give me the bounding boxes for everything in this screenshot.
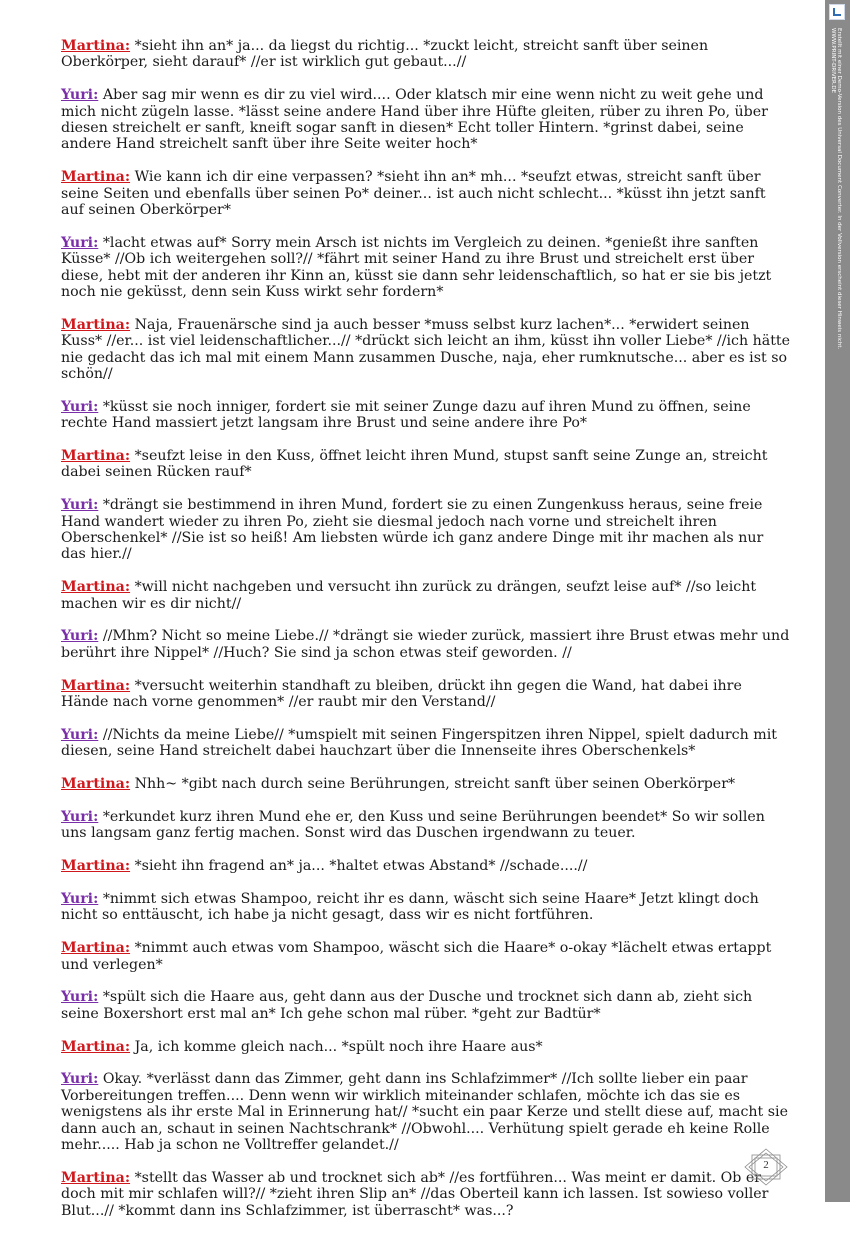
speaker-name: Yuri: xyxy=(61,890,99,907)
speaker-name: Martina: xyxy=(61,316,131,333)
dialogue-entry xyxy=(61,678,791,711)
speaker-name: Martina: xyxy=(61,677,131,694)
speaker-name: Yuri: xyxy=(61,628,99,645)
speaker-name: Yuri: xyxy=(61,808,99,825)
dialogue-line: *drängt sie bestimmend in ihren Mund, fordert sie zu einen Zungenkuss heraus, seine freie Hand wandert wieder zu ihren Po, zieht sie diesmal jedoch nach vorne und streichelt ihren Oberschenkel* //Sie ist so heiß! Am liebsten würde ich ganz andere Dinge mit ihr machen als nur das hier.// xyxy=(61,497,764,563)
speaker-name: Martina: xyxy=(61,169,131,186)
dialogue-line: Aber sag mir wenn es dir zu viel wird.... Oder klatsch mir eine wenn nicht zu weit gehe und mich nicht zügeln lasse. *lässt seine andere Hand über ihre Hüfte gleiten, rüber zu ihren Po, über diesen streichelt er sanft, kneift sogar sanft in diesen* Echt toller Hintern. *grinst dabei, seine andere Hand streichelt sanft über ihre Seite weiter hoch* xyxy=(61,87,768,153)
dialogue-entry xyxy=(61,579,791,612)
converter-sidebar xyxy=(825,0,850,1202)
dialogue-entry xyxy=(61,628,791,661)
dialogue-text xyxy=(61,38,791,1235)
dialogue-entry xyxy=(61,448,791,481)
dialogue-entry xyxy=(61,317,791,383)
page-number-badge xyxy=(744,1148,788,1186)
dialogue-entry xyxy=(61,87,791,153)
speaker-name: Yuri: xyxy=(61,989,99,1006)
dialogue-line: *sieht ihn fragend an* ja... *haltet etwas Abstand* //schade....// xyxy=(130,858,588,875)
dialogue-entry xyxy=(61,1071,791,1153)
dialogue-line: *erkundet kurz ihren Mund ehe er, den Kuss und seine Berührungen beendet* So wir sollen uns langsam ganz fertig machen. Sonst wird das Duschen irgendwann zu teuer. xyxy=(61,808,765,842)
dialogue-entry xyxy=(61,1039,791,1055)
dialogue-line: Naja, Frauenärsche sind ja auch besser *muss selbst kurz lachen*... *erwidert seinen Kuss* //er... ist viel leidenschaftlicher...// *drückt sich leicht an ihm, küsst ihn voller Liebe* //ich hätte nie gedacht das ich mal mit einem Mann zusammen Dusche, naja, eher rumknutsche... aber es ist so schön// xyxy=(61,316,791,383)
dialogue-line: *versucht weiterhin standhaft zu bleiben, drückt ihn gegen die Wand, hat dabei ihre Hände nach vorne genommen* //er raubt mir den Verstand// xyxy=(61,677,742,711)
speaker-name: Yuri: xyxy=(61,234,99,251)
speaker-name: Yuri: xyxy=(61,726,99,743)
dialogue-line: Nhh~ *gibt nach durch seine Berührungen, streicht sanft über seinen Oberkörper* xyxy=(130,776,736,793)
dialogue-entry xyxy=(61,169,791,218)
dialogue-line: *sieht ihn an* ja... da liegst du richtig... *zuckt leicht, streicht sanft über seinen Oberkörper, sieht darauf* //er ist wirklich gut gebaut...// xyxy=(61,38,709,71)
dialogue-line: Wie kann ich dir eine verpassen? *sieht ihn an* mh... *seufzt etwas, streicht sanft über seine Seiten und ebenfalls über seinen Po* deiner... ist auch nicht schlecht... *küsst ihn jetzt sanft auf seinen Oberkörper* xyxy=(61,169,766,219)
dialogue-entry xyxy=(61,727,791,760)
dialogue-line: Ja, ich komme gleich nach... *spült noch ihre Haare aus* xyxy=(130,1038,543,1055)
speaker-name: Martina: xyxy=(61,858,131,875)
dialogue-line: *nimmt sich etwas Shampoo, reicht ihr es dann, wäscht sich seine Haare* Jetzt klingt doch nicht so enttäuscht, ich habe ja nicht gesagt, dass wir es nicht fortführen. xyxy=(61,890,759,924)
speaker-name: Martina: xyxy=(61,448,131,465)
dialogue-line: *stellt das Wasser ab und trocknet sich ab* //es fortführen... Was meint er damit. Ob er doch mit mir schlafen will?// *zieht ihren Slip an* //das Oberteil kann ich lassen. Ist sowieso voller Blut...// *kommt dann ins Schlafzimmer, ist überrascht* was...? xyxy=(61,1169,769,1219)
dialogue-line: //Mhm? Nicht so meine Liebe.// *drängt sie wieder zurück, massiert ihre Brust etwas mehr und berührt ihre Nippel* //Huch? Sie sind ja schon etwas steif geworden. // xyxy=(61,628,790,661)
demo-notice xyxy=(830,28,842,349)
dialogue-entry xyxy=(61,235,791,301)
dialogue-line: *spült sich die Haare aus, geht dann aus der Dusche und trocknet sich dann ab, zieht sich seine Boxershort erst mal an* Ich gehe schon mal rüber. *geht zur Badtür* xyxy=(61,989,753,1022)
dialogue-line: //Nichts da meine Liebe// *umspielt mit seinen Fingerspitzen ihren Nippel, spielt dadurch mit diesen, seine Hand streichelt dabei hauchzart über die Innenseite ihres Oberschenkels* xyxy=(61,726,777,760)
speaker-name: Martina: xyxy=(61,1038,131,1055)
speaker-name: Martina: xyxy=(61,776,131,793)
dialogue-entry xyxy=(61,776,791,792)
dialogue-line: *will nicht nachgeben und versucht ihn zurück zu drängen, seufzt leise auf* //so leicht machen wir es dir nicht// xyxy=(61,579,757,612)
dialogue-line: *küsst sie noch inniger, fordert sie mit seiner Zunge dazu auf ihren Mund zu öffnen, seine rechte Hand massiert jetzt langsam ihre Brust und seine andere ihre Po* xyxy=(61,398,751,432)
dialogue-entry xyxy=(61,858,791,874)
demo-notice-text: Erstellt mit einer Demo-Version des Universal Document Converter. In der Vollversion erscheint dieser Hinweis nicht. xyxy=(836,28,842,350)
page-number: 2 xyxy=(763,1159,769,1171)
dialogue-entry xyxy=(61,1170,791,1219)
dialogue-entry xyxy=(61,989,791,1022)
demo-notice-url: WWW.PRINT-DRIVER.DE xyxy=(830,28,836,94)
dialogue-entry xyxy=(61,38,791,71)
dialogue-entry xyxy=(61,940,791,973)
speaker-name: Martina: xyxy=(61,579,131,596)
speaker-name: Yuri: xyxy=(61,398,99,415)
dialogue-line: Okay. *verlässt dann das Zimmer, geht dann ins Schlafzimmer* //Ich sollte lieber ein paar Vorbereitungen treffen.... Denn wenn wir wirklich miteinander schlafen, möchte ich das sie es wenigstens als ihr erste Mal in Erinnerung hat// *sucht ein paar Kerze und stellt diese auf, macht sie dann auch an, schaut in seinen Nachtschrank* //Obwohl.... Verhütung spielt gerade eh keine Rolle mehr..... Hab ja schon ne Volltreffer gelandet.// xyxy=(61,1071,788,1153)
speaker-name: Martina: xyxy=(61,940,131,957)
dialogue-line: *nimmt auch etwas vom Shampoo, wäscht sich die Haare* o-okay *lächelt etwas ertappt und verlegen* xyxy=(61,940,772,973)
dialogue-entry xyxy=(61,809,791,842)
speaker-name: Yuri: xyxy=(61,1071,99,1088)
dialogue-entry xyxy=(61,891,791,924)
converter-logo-icon xyxy=(829,4,845,20)
dialogue-entry xyxy=(61,399,791,432)
dialogue-line: *lacht etwas auf* Sorry mein Arsch ist nichts im Vergleich zu deinen. *genießt ihre sanften Küsse* //Ob ich weitergehen soll?// *fährt mit seiner Hand zu ihre Brust und streichelt erst über diese, hebt mit der anderen ihr Kinn an, küsst sie dann sehr leidenschaftlich, so hat er sie bis jetzt noch nie geküsst, denn sein Kuss wirkt sehr fordern* xyxy=(61,234,772,301)
speaker-name: Martina: xyxy=(61,38,131,54)
speaker-name: Yuri: xyxy=(61,87,99,104)
speaker-name: Yuri: xyxy=(61,497,99,514)
dialogue-line: *seufzt leise in den Kuss, öffnet leicht ihren Mund, stupst sanft seine Zunge an, streicht dabei seinen Rücken rauf* xyxy=(61,448,768,481)
speaker-name: Martina: xyxy=(61,1169,131,1186)
dialogue-entry xyxy=(61,497,791,563)
